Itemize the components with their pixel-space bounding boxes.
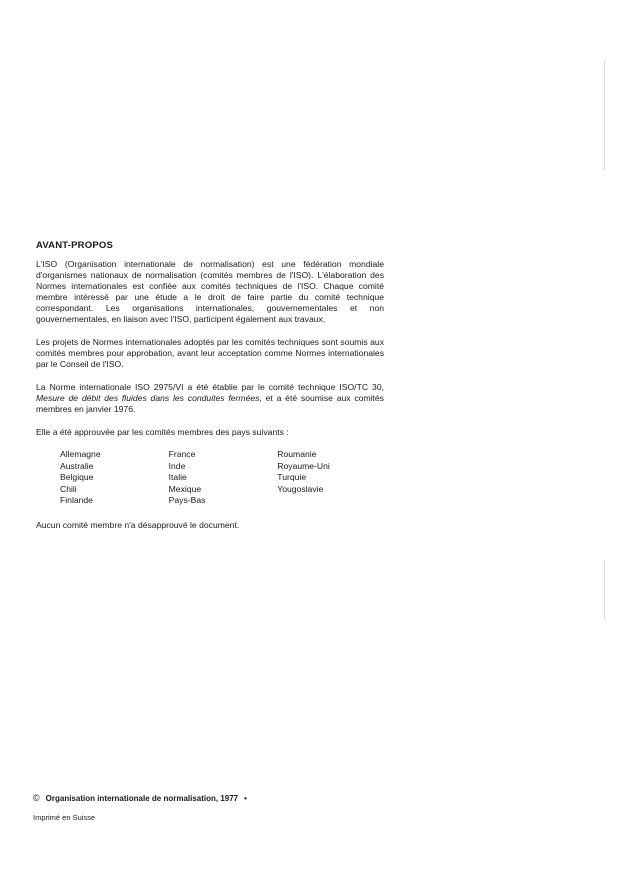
country-item: Allemagne	[60, 449, 101, 459]
copyright-symbol: ©	[33, 793, 40, 803]
copyright-text: Organisation internationale de normalisation, 1977	[45, 794, 239, 803]
approving-countries-list	[60, 449, 384, 507]
paragraph-standard-origin-end: , et a été soumise aux comités membres en janvier 1976.	[36, 393, 384, 414]
foreword-section	[36, 240, 384, 531]
countries-column-2	[169, 449, 278, 507]
paragraph-standard-origin-start: La Norme internationale ISO 2975/VI a été établie par le comité technique ISO/TC 30,	[36, 382, 384, 392]
paragraph-draft-standards: Les projets de Normes internationales adoptés par les comités techniques sont soumis aux comités membres pour approbation, avant leur acceptation comme Normes internationales par le Conseil de l'ISO.	[36, 337, 384, 369]
country-item: Roumanie	[277, 449, 317, 459]
closing-statement: Aucun comité membre n'a désapprouvé le document.	[36, 519, 240, 530]
country-item: Turquie	[277, 472, 307, 482]
committee-title: Mesure de débit des fluides dans les conduites fermées	[36, 393, 260, 403]
page-footer	[33, 793, 247, 823]
country-item: Yougoslavie	[277, 483, 324, 494]
foreword-heading: AVANT-PROPOS	[36, 240, 113, 251]
countries-column-1	[60, 449, 169, 507]
approval-intro: Elle a été approuvée par les comités membres des pays suivants :	[36, 427, 289, 437]
copyright-line	[33, 793, 247, 804]
country-item: France	[168, 449, 196, 459]
paragraph-standard-origin	[36, 382, 384, 415]
country-item: Finlande	[60, 495, 93, 505]
country-item: Pays-Bas	[168, 495, 206, 505]
paragraph-iso-intro: L'ISO (Organisation internationale de normalisation) est une fédération mondiale d'organismes nationaux de normalisation (comités membres de l'ISO). L'élaboration des Normes internationales est confiée aux comités techniques de l'ISO. Chaque comité membre intéressé par une étude a le droit de faire partie du comité technique correspondant. Les organisations internationales, gouvernementales et non gouvernementales, en liaison avec l'ISO, participent également aux travaux.	[36, 259, 384, 324]
scan-edge-mark	[604, 60, 605, 170]
bullet-mark: •	[244, 794, 247, 803]
country-item: Inde	[168, 460, 186, 471]
country-item: Mexique	[168, 483, 202, 494]
country-item: Royaume-Uni	[277, 460, 330, 471]
scan-edge-mark	[604, 560, 605, 620]
country-item: Belgique	[60, 472, 94, 482]
country-item: Australie	[60, 460, 94, 471]
countries-column-3	[277, 449, 384, 507]
printed-in-note: Imprimé en Suisse	[33, 813, 96, 822]
country-item: Italie	[168, 472, 187, 482]
country-item: Chili	[60, 483, 77, 494]
